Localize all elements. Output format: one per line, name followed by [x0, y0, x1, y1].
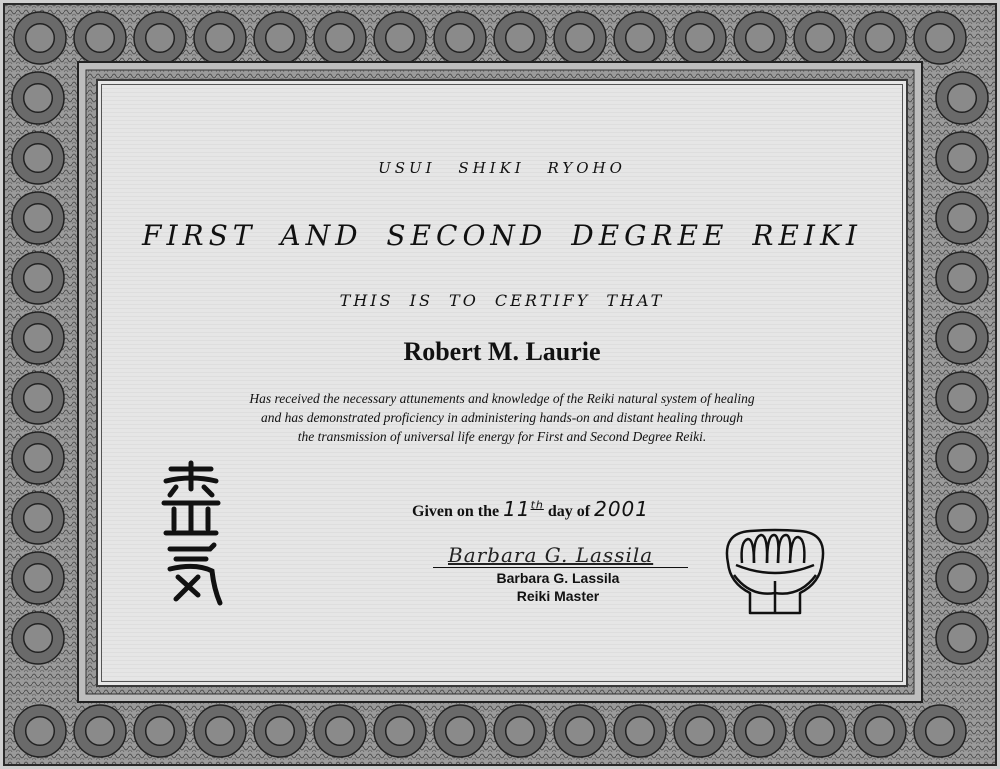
given-date-line [412, 497, 712, 521]
border-scallop-inner [948, 504, 977, 533]
border-scallop-inner [948, 444, 977, 473]
border-scallop-inner [686, 717, 715, 746]
border-scallop-inner [24, 264, 53, 293]
certificate-subtitle: USUI SHIKI RYOHO [378, 159, 626, 177]
certificate-inner-panel [96, 79, 908, 687]
border-scallop-inner [24, 84, 53, 113]
certify-line: THIS IS TO CERTIFY THAT [339, 291, 665, 310]
border-scallop-inner [24, 504, 53, 533]
handwritten-signature: Barbara G. Lassila [448, 543, 654, 567]
reiki-kanji-icon [156, 459, 226, 609]
given-prefix: Given on the [412, 503, 500, 520]
border-scallop-inner [26, 24, 55, 53]
recipient-name: Robert M. Laurie [403, 337, 601, 366]
border-scallop-inner [24, 624, 53, 653]
given-day [503, 497, 544, 521]
border-scallop-inner [746, 717, 775, 746]
given-year: 2001 [594, 497, 650, 521]
given-day-number: 11 [503, 497, 531, 521]
border-scallop-inner [266, 24, 295, 53]
border-scallop-inner [146, 717, 175, 746]
border-scallop-inner [446, 717, 475, 746]
border-scallop-inner [686, 24, 715, 53]
border-scallop-inner [626, 24, 655, 53]
border-scallop-inner [26, 717, 55, 746]
border-scallop-inner [266, 717, 295, 746]
border-scallop-inner [806, 717, 835, 746]
signature-line [433, 567, 688, 568]
border-scallop-inner [24, 324, 53, 353]
border-scallop-inner [566, 24, 595, 53]
certificate-title: FIRST AND SECOND DEGREE REIKI [142, 219, 862, 252]
border-scallop-inner [86, 717, 115, 746]
border-scallop-inner [948, 144, 977, 173]
cupped-hands-icon [720, 523, 830, 619]
body-line: Has received the necessary attunements and knowledge of the Reiki natural system of healing [249, 391, 755, 406]
border-scallop-inner [146, 24, 175, 53]
border-scallop-inner [566, 717, 595, 746]
border-scallop-inner [86, 24, 115, 53]
signer-role: Reiki Master [516, 588, 600, 604]
border-scallop-inner [24, 444, 53, 473]
border-scallop-inner [866, 717, 895, 746]
border-scallop-inner [948, 84, 977, 113]
certificate-body [98, 389, 906, 446]
border-scallop-inner [746, 24, 775, 53]
border-scallop-inner [24, 204, 53, 233]
border-scallop-inner [386, 717, 415, 746]
border-scallop-inner [506, 717, 535, 746]
border-scallop-inner [506, 24, 535, 53]
border-scallop-inner [206, 717, 235, 746]
body-line: and has demonstrated proficiency in administering hands-on and distant healing through [261, 410, 743, 425]
signer-name: Barbara G. Lassila [496, 570, 620, 586]
border-scallop-inner [948, 564, 977, 593]
border-scallop-inner [866, 24, 895, 53]
border-scallop-inner [806, 24, 835, 53]
border-scallop-inner [926, 24, 955, 53]
border-scallop-inner [948, 264, 977, 293]
body-line: the transmission of universal life energy for First and Second Degree Reiki. [297, 429, 707, 444]
border-scallop-inner [948, 624, 977, 653]
border-scallop-inner [326, 717, 355, 746]
border-scallop-inner [206, 24, 235, 53]
border-scallop-inner [326, 24, 355, 53]
border-scallop-inner [948, 324, 977, 353]
border-scallop-inner [446, 24, 475, 53]
border-scallop-inner [386, 24, 415, 53]
border-scallop-inner [626, 717, 655, 746]
border-scallop-inner [948, 384, 977, 413]
given-middle: day of [547, 503, 591, 520]
border-scallop-inner [926, 717, 955, 746]
border-scallop-inner [948, 204, 977, 233]
border-scallop-inner [24, 384, 53, 413]
border-scallop-inner [24, 564, 53, 593]
given-day-suffix: th [530, 498, 544, 512]
border-scallop-inner [24, 144, 53, 173]
